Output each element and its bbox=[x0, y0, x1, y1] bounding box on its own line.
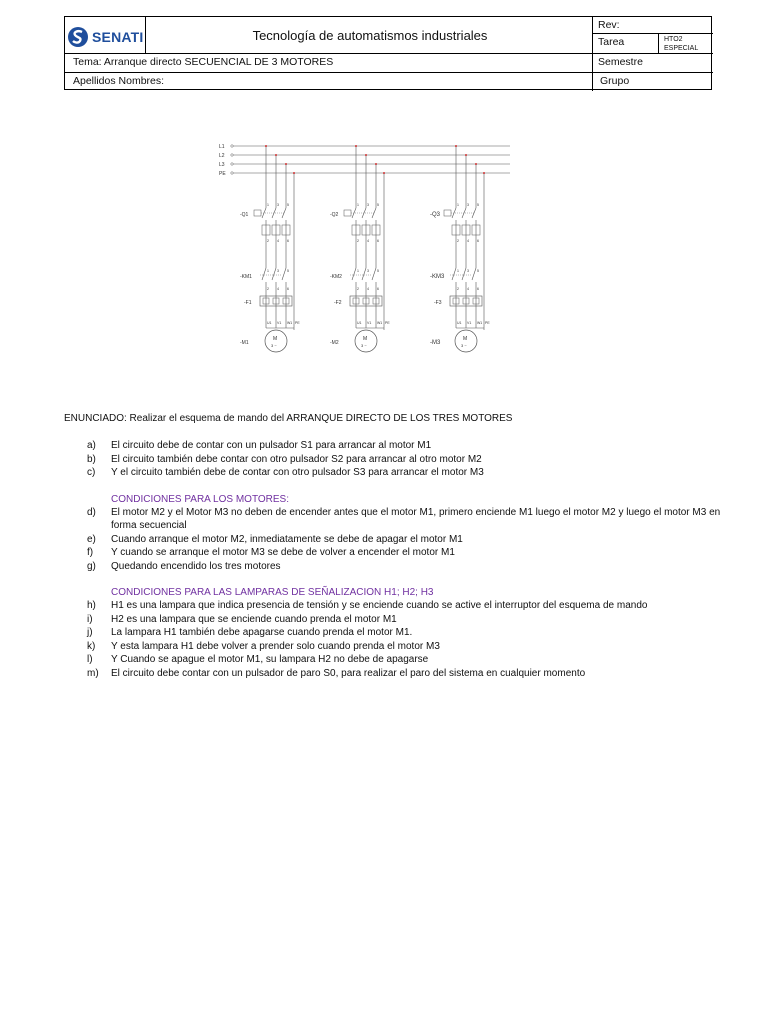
list-item bbox=[64, 560, 724, 573]
junction-dot bbox=[483, 172, 485, 174]
contactor-label: -KM1 bbox=[240, 274, 252, 280]
list-item bbox=[64, 506, 724, 533]
terminal-number: 1 bbox=[267, 203, 269, 207]
list-item-text: La lampara H1 también debe apagarse cuando prenda el motor M1. bbox=[111, 627, 413, 639]
terminal-number: 2 bbox=[457, 287, 459, 291]
motor-symbol-text: M bbox=[363, 336, 368, 342]
document-title: Tecnología de automatismos industriales bbox=[252, 27, 488, 43]
breaker-label: -Q1 bbox=[240, 212, 249, 218]
relay-label: -F1 bbox=[244, 300, 252, 306]
grupo-label: Grupo bbox=[600, 75, 630, 87]
list-item-text: Quedando encendido los tres motores bbox=[111, 560, 281, 572]
divider bbox=[658, 33, 659, 53]
junction-dot bbox=[383, 172, 385, 174]
terminal-number: 2 bbox=[357, 239, 359, 243]
list-item-label: d) bbox=[87, 507, 96, 519]
contactor-label: -KM3 bbox=[430, 274, 445, 280]
list-item-label: j) bbox=[87, 627, 93, 639]
terminal-number: 3 bbox=[467, 269, 469, 273]
header-table bbox=[64, 16, 712, 90]
motor-symbol-text: M bbox=[463, 336, 468, 342]
tarea-code-line1: HTO2 bbox=[664, 36, 683, 43]
motor-sub-text: 3 ~ bbox=[461, 343, 467, 348]
list-item-label: b) bbox=[87, 453, 96, 465]
list-item bbox=[64, 653, 724, 666]
tarea-code bbox=[664, 35, 698, 53]
terminal-number: 5 bbox=[287, 269, 289, 273]
list-item bbox=[64, 599, 724, 612]
breaker-actuator bbox=[444, 210, 451, 216]
contactor-contact bbox=[452, 268, 456, 280]
list-item-label: k) bbox=[87, 640, 96, 652]
motor-terminal-label: W1 bbox=[477, 321, 483, 325]
list-item bbox=[64, 453, 724, 466]
list-item-text: H1 es una lampara que indica presencia de tensión y se enciende cuando se active el interruptor del esquema de mando bbox=[111, 600, 648, 612]
bus-label: PE bbox=[219, 171, 226, 177]
senati-logo-icon bbox=[67, 26, 89, 48]
motor-terminal-label: U1 bbox=[267, 321, 272, 325]
terminal-number: 2 bbox=[357, 287, 359, 291]
contactor-contact bbox=[372, 268, 376, 280]
terminal-number: 5 bbox=[477, 203, 479, 207]
terminal-number: 4 bbox=[367, 287, 369, 291]
list-item-text: El circuito debe de contar con un pulsador S1 para arrancar al motor M1 bbox=[111, 440, 432, 452]
list-item-text: El motor M2 y el Motor M3 no deben de encender antes que el motor M1, primero enciende M1 luego el motor M2 y luego el motor M3 en forma secuencial bbox=[111, 507, 721, 532]
motor-terminal-label: PE bbox=[485, 321, 490, 325]
junction-dot bbox=[465, 154, 467, 156]
junction-dot bbox=[455, 145, 457, 147]
motor-label: -M2 bbox=[330, 340, 339, 346]
bus-terminal bbox=[231, 145, 233, 147]
motor-symbol-text: M bbox=[273, 336, 278, 342]
junction-dot bbox=[365, 154, 367, 156]
terminal-number: 5 bbox=[287, 203, 289, 207]
bus-label: L2 bbox=[219, 153, 225, 159]
motor-terminal-label: V1 bbox=[277, 321, 282, 325]
relay-label: -F3 bbox=[434, 300, 442, 306]
contactor-contact bbox=[282, 268, 286, 280]
terminal-number: 4 bbox=[467, 239, 469, 243]
bus-label: L3 bbox=[219, 162, 225, 168]
cond-motores-heading: CONDICIONES PARA LOS MOTORES: bbox=[111, 493, 289, 505]
terminal-number: 1 bbox=[457, 269, 459, 273]
list-item-label: i) bbox=[87, 613, 93, 625]
terminal-number: 2 bbox=[267, 287, 269, 291]
relay-label: -F2 bbox=[334, 300, 342, 306]
power-circuit-diagram bbox=[218, 138, 518, 383]
motor-terminal-label: W1 bbox=[287, 321, 293, 325]
divider bbox=[65, 53, 713, 54]
list-item-label: g) bbox=[87, 560, 96, 572]
contactor-contact bbox=[272, 268, 276, 280]
list-item-text: Cuando arranque el motor M2, inmediatamente se debe de apagar el motor M1 bbox=[111, 533, 463, 545]
terminal-number: 1 bbox=[457, 203, 459, 207]
motor-label: -M3 bbox=[430, 340, 441, 346]
terminal-number: 1 bbox=[357, 203, 359, 207]
list-item bbox=[64, 667, 724, 680]
terminal-number: 4 bbox=[467, 287, 469, 291]
rev-label: Rev: bbox=[598, 19, 620, 31]
terminal-number: 3 bbox=[277, 269, 279, 273]
terminal-number: 1 bbox=[267, 269, 269, 273]
list-item bbox=[64, 466, 724, 479]
contactor-contact bbox=[262, 268, 266, 280]
terminal-number: 6 bbox=[377, 239, 379, 243]
terminal-number: 6 bbox=[477, 239, 479, 243]
motor-terminal-label: U1 bbox=[457, 321, 462, 325]
list-item-text: El circuito también debe contar con otro pulsador S2 para arrancar al otro motor M2 bbox=[111, 453, 482, 465]
motor-terminal-label: PE bbox=[385, 321, 390, 325]
terminal-number: 2 bbox=[457, 239, 459, 243]
divider bbox=[65, 72, 713, 73]
list-d bbox=[64, 506, 724, 573]
senati-logo bbox=[67, 21, 145, 53]
list-item bbox=[64, 626, 724, 639]
tarea-code-line2: ESPECIAL bbox=[664, 45, 699, 52]
motor-terminal-label: U1 bbox=[357, 321, 362, 325]
contactor-contact bbox=[462, 268, 466, 280]
breaker-actuator bbox=[344, 210, 351, 216]
list-item bbox=[64, 613, 724, 626]
list-item bbox=[64, 546, 724, 559]
terminal-number: 6 bbox=[287, 239, 289, 243]
breaker-actuator bbox=[254, 210, 261, 216]
list-item-text: Y el circuito también debe de contar con otro pulsador S3 para arrancar el motor M3 bbox=[111, 467, 484, 479]
motor-terminal-label: PE bbox=[295, 321, 300, 325]
list-item bbox=[64, 533, 724, 546]
tarea-label: Tarea bbox=[598, 36, 625, 48]
terminal-number: 3 bbox=[367, 203, 369, 207]
motor-terminal-label: V1 bbox=[467, 321, 472, 325]
list-item-text: El circuito debe contar con un pulsador de paro S0, para realizar el paro del sistema en cualquier momento bbox=[111, 667, 586, 679]
bus-terminal bbox=[231, 154, 233, 156]
terminal-number: 6 bbox=[377, 287, 379, 291]
junction-dot bbox=[265, 145, 267, 147]
semestre-label: Semestre bbox=[598, 56, 643, 68]
contactor-contact bbox=[352, 268, 356, 280]
breaker-label: -Q2 bbox=[330, 212, 339, 218]
contactor-contact bbox=[362, 268, 366, 280]
junction-dot bbox=[275, 154, 277, 156]
list-item-text: Y esta lampara H1 debe volver a prender solo cuando prenda el motor M3 bbox=[111, 640, 440, 652]
divider bbox=[145, 17, 146, 53]
terminal-number: 3 bbox=[277, 203, 279, 207]
apellidos-field: Apellidos Nombres: bbox=[73, 75, 165, 87]
terminal-number: 3 bbox=[467, 203, 469, 207]
terminal-number: 2 bbox=[267, 239, 269, 243]
motor-sub-text: 3 ~ bbox=[361, 343, 367, 348]
junction-dot bbox=[475, 163, 477, 165]
divider bbox=[592, 33, 713, 34]
list-item-label: a) bbox=[87, 440, 96, 452]
list-item-text: Y cuando se arranque el motor M3 se debe de volver a encender el motor M1 bbox=[111, 547, 455, 559]
list-item-label: m) bbox=[87, 667, 99, 679]
breaker-label: -Q3 bbox=[430, 212, 441, 218]
cond-lamparas-heading: CONDICIONES PARA LAS LAMPARAS DE SEÑALIZACION H1; H2; H3 bbox=[111, 587, 434, 599]
list-a bbox=[64, 439, 724, 479]
motor-sub-text: 3 ~ bbox=[271, 343, 277, 348]
terminal-number: 4 bbox=[367, 239, 369, 243]
terminal-number: 5 bbox=[377, 203, 379, 207]
terminal-number: 5 bbox=[377, 269, 379, 273]
list-item-label: h) bbox=[87, 600, 96, 612]
junction-dot bbox=[375, 163, 377, 165]
bus-terminal bbox=[231, 163, 233, 165]
list-item-text: Y Cuando se apague el motor M1, su lampara H2 no debe de apagarse bbox=[111, 654, 429, 666]
motor-terminal-label: W1 bbox=[377, 321, 383, 325]
bus-terminal bbox=[231, 172, 233, 174]
list-item-label: f) bbox=[87, 547, 94, 559]
statement bbox=[64, 412, 724, 680]
enunciado: ENUNCIADO: Realizar el esquema de mando del ARRANQUE DIRECTO DE LOS TRES MOTORES bbox=[64, 413, 513, 424]
terminal-number: 6 bbox=[287, 287, 289, 291]
terminal-number: 3 bbox=[367, 269, 369, 273]
contactor-contact bbox=[472, 268, 476, 280]
terminal-number: 1 bbox=[357, 269, 359, 273]
junction-dot bbox=[355, 145, 357, 147]
terminal-number: 5 bbox=[477, 269, 479, 273]
junction-dot bbox=[285, 163, 287, 165]
list-h bbox=[64, 599, 724, 679]
terminal-number: 4 bbox=[277, 287, 279, 291]
tema-field: Tema: Arranque directo SECUENCIAL DE 3 MOTORES bbox=[73, 56, 334, 68]
junction-dot bbox=[293, 172, 295, 174]
list-item-text: H2 es una lampara que se enciende cuando prenda el motor M1 bbox=[111, 613, 397, 625]
list-item-label: l) bbox=[87, 654, 93, 666]
list-item bbox=[64, 439, 724, 452]
motor-label: -M1 bbox=[240, 340, 249, 346]
list-item-label: e) bbox=[87, 533, 96, 545]
terminal-number: 4 bbox=[277, 239, 279, 243]
contactor-label: -KM2 bbox=[330, 274, 342, 280]
motor-terminal-label: V1 bbox=[367, 321, 372, 325]
logo-text: SENATI bbox=[92, 29, 144, 45]
bus-label: L1 bbox=[219, 144, 225, 150]
list-item-label: c) bbox=[87, 467, 96, 479]
terminal-number: 6 bbox=[477, 287, 479, 291]
list-item bbox=[64, 640, 724, 653]
